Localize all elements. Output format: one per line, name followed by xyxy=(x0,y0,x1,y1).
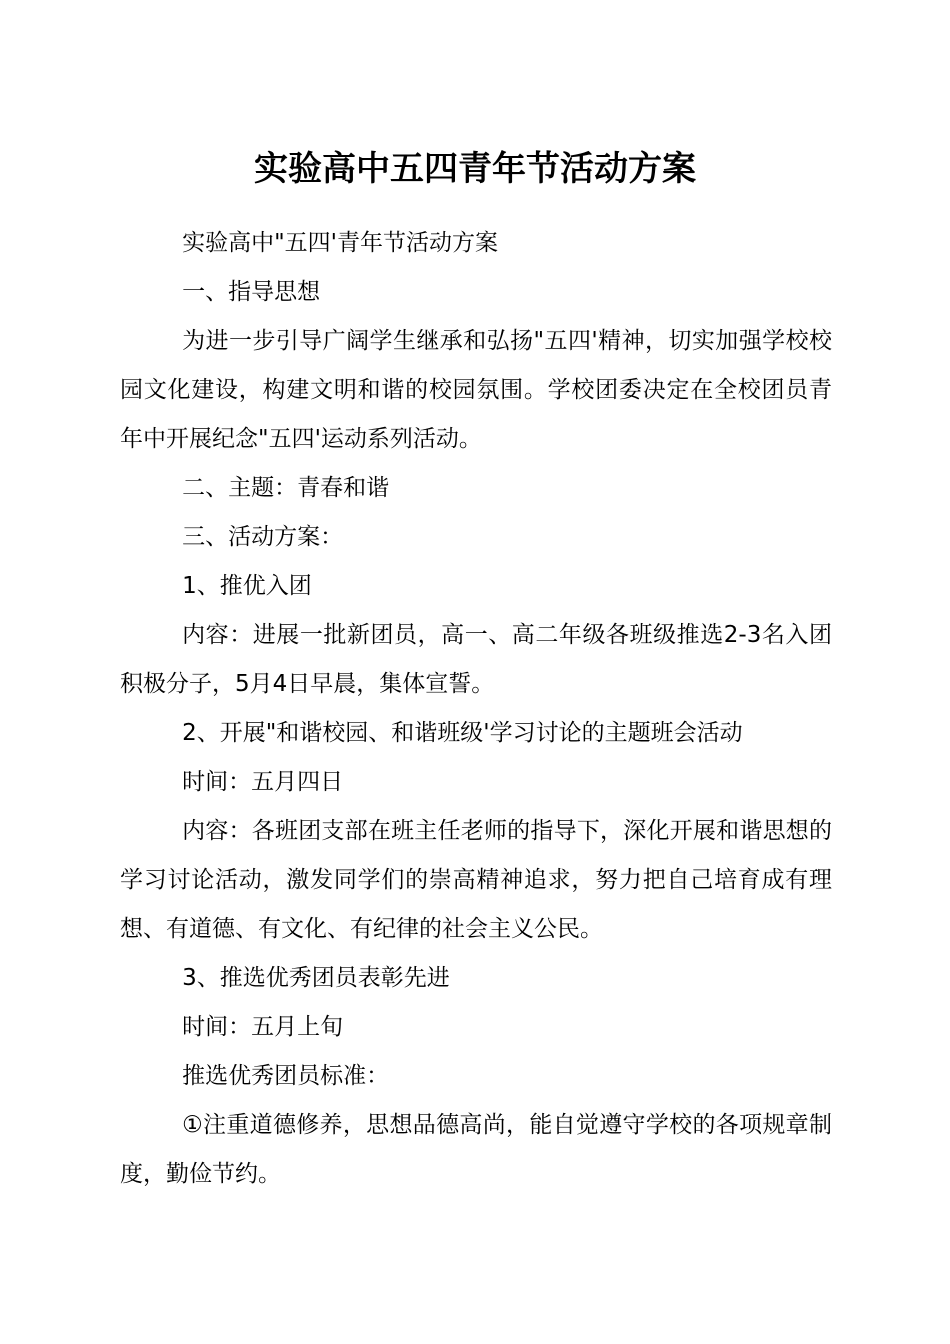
document-body xyxy=(120,219,832,1199)
paragraph-select-standard: 推选优秀团员标准： xyxy=(182,1063,390,1089)
section-guiding-ideology: 一、指导思想 xyxy=(182,279,321,305)
paragraph-guiding-ideology: 为进一步引导广阔学生继承和弘扬"五四'精神，切实加强学校校园文化建设，构建文明和谐的校园氛围。学校团委决定在全校团员青年中开展纪念"五四'运动系列活动。 xyxy=(120,328,832,452)
paragraph-class-meeting-content: 内容：各班团支部在班主任老师的指导下，深化开展和谐思想的学习讨论活动，激发同学们的崇高精神追求，努力把自己培育成有理想、有道德、有文化、有纪律的社会主义公民。 xyxy=(120,818,832,942)
item-recommend-join: 1、推优入团 xyxy=(182,573,312,599)
paragraph-standard-one: ①注重道德修养，思想品德高尚，能自觉遵守学校的各项规章制度，勤俭节约。 xyxy=(120,1112,832,1187)
paragraph-recommend-content: 内容：进展一批新团员，高一、高二年级各班级推选2-3名入团积极分子，5月4日早晨，集体宣誓。 xyxy=(120,622,832,697)
document-title: 实验高中五四青年节活动方案 xyxy=(254,149,696,189)
item-class-meeting: 2、开展"和谐校园、和谐班级'学习讨论的主题班会活动 xyxy=(182,720,743,746)
paragraph-select-time: 时间：五月上旬 xyxy=(182,1014,344,1040)
paragraph-heading: 实验高中"五四'青年节活动方案 xyxy=(182,230,498,256)
section-theme: 二、主题：青春和谐 xyxy=(182,475,390,501)
section-activity-plan: 三、活动方案： xyxy=(182,524,344,550)
item-select-excellent: 3、推选优秀团员表彰先进 xyxy=(182,965,450,991)
paragraph-class-meeting-time: 时间：五月四日 xyxy=(182,769,344,795)
